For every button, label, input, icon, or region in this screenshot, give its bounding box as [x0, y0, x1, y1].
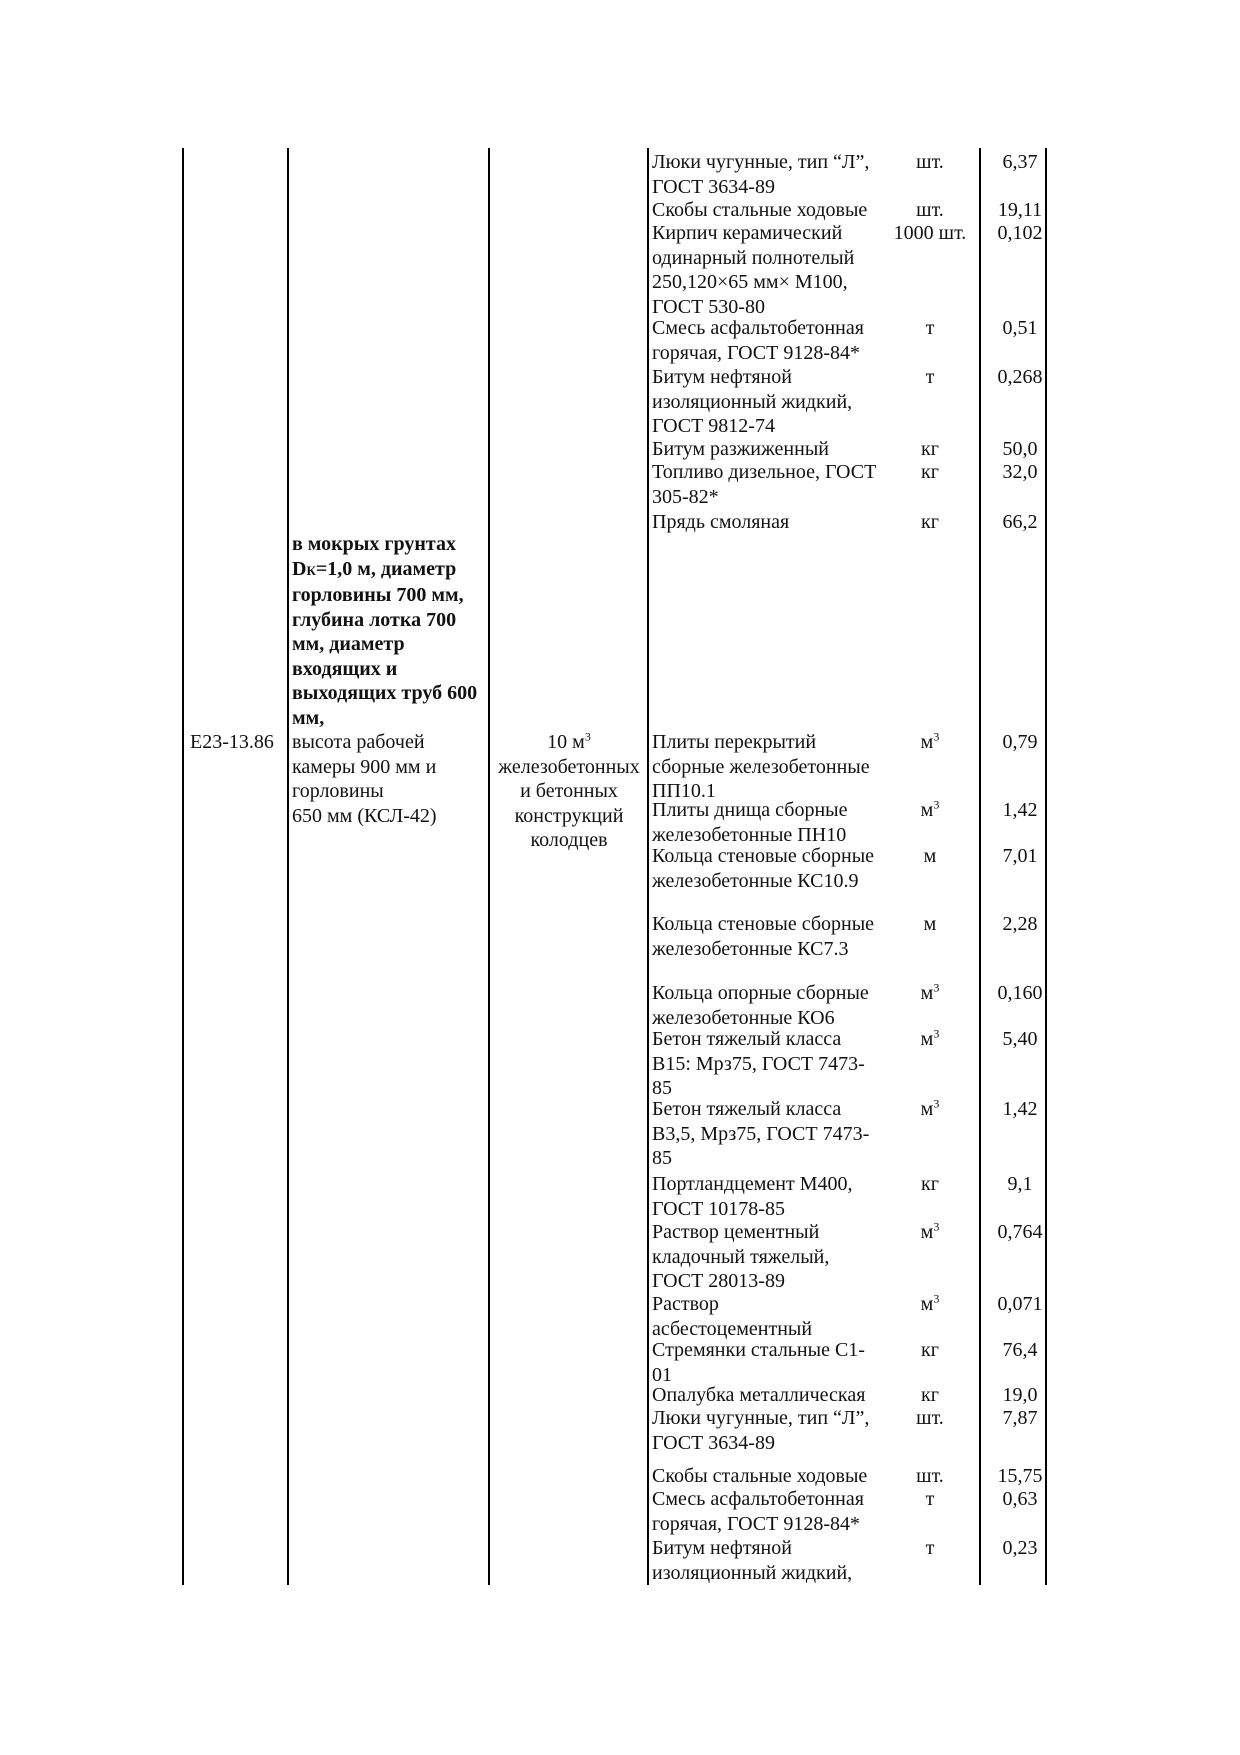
- material-quantity: 0,268: [997, 366, 1043, 388]
- material-quantity: 76,4: [1002, 1339, 1038, 1361]
- material-unit: шт.: [916, 151, 944, 173]
- material-unit: шт.: [916, 1465, 944, 1487]
- table-rule-4: [647, 148, 649, 1585]
- material-unit: $м^3$: [920, 729, 940, 753]
- material-name: Смесь асфальтобетонная горячая, ГОСТ 9128-84*: [652, 1488, 864, 1535]
- material-unit: $м^3$: [920, 1096, 940, 1120]
- material-quantity: 2,28: [1002, 913, 1038, 935]
- material-name: Кирпич керамический одинарный полнотелый 250,120×65 мм× М100, ГОСТ 530-80: [652, 222, 855, 318]
- material-unit: шт.: [916, 199, 944, 221]
- material-quantity: 15,75: [997, 1465, 1043, 1487]
- material-quantity: 5,40: [1002, 1028, 1038, 1050]
- material-name: Скобы стальные ходовые: [652, 1465, 868, 1487]
- material-unit: кг: [921, 511, 939, 533]
- material-name: Раствор асбестоцементный: [652, 1293, 813, 1340]
- material-name: Бетон тяжелый класса В3,5, Мрз75, ГОСТ 7473-85: [652, 1098, 870, 1169]
- material-quantity: 0,764: [997, 1221, 1043, 1243]
- material-unit: кг: [921, 461, 939, 483]
- material-name: Кольца опорные сборные железобетонные КО6: [652, 982, 869, 1029]
- material-quantity: 9,1: [1007, 1173, 1033, 1195]
- material-quantity: 0,51: [1002, 317, 1038, 339]
- material-name: Плиты днища сборные железобетонные ПН10: [652, 799, 848, 846]
- material-name: Портландцемент М400, ГОСТ 10178-85: [652, 1173, 853, 1220]
- material-unit: м: [923, 845, 937, 867]
- material-unit: т: [925, 1488, 935, 1510]
- material-quantity: 0,23: [1002, 1537, 1038, 1559]
- material-quantity: 19,0: [1002, 1384, 1038, 1406]
- material-quantity: 7,87: [1002, 1407, 1038, 1429]
- material-quantity: 0,63: [1002, 1488, 1038, 1510]
- material-name: Прядь смоляная: [652, 511, 790, 533]
- material-quantity: 0,102: [997, 222, 1043, 244]
- material-name: Кольца стеновые сборные железобетонные КС7.3: [652, 913, 875, 960]
- material-name: Раствор цементный кладочный тяжелый, ГОСТ 28013-89: [652, 1221, 830, 1292]
- material-quantity: 32,0: [1002, 461, 1038, 483]
- material-quantity: 0,79: [1002, 731, 1038, 753]
- material-quantity: 1,42: [1002, 1098, 1038, 1120]
- material-unit: шт.: [916, 1407, 944, 1429]
- material-name: Битум разжиженный: [652, 438, 829, 460]
- material-unit: т: [925, 1537, 935, 1559]
- material-name: Битум нефтяной изоляционный жидкий,: [652, 1537, 853, 1584]
- material-unit: кг: [921, 1173, 939, 1195]
- entry-description: высота рабочей камеры 900 мм и горловины 650 мм (КСЛ-42): [292, 731, 437, 827]
- material-name: Люки чугунные, тип “Л”, ГОСТ 3634-89: [652, 1407, 870, 1454]
- material-quantity: 50,0: [1002, 438, 1038, 460]
- material-name: Люки чугунные, тип “Л”, ГОСТ 3634-89: [652, 151, 870, 198]
- material-name: Смесь асфальтобетонная горячая, ГОСТ 9128-84*: [652, 317, 864, 364]
- material-unit: $м^3$: [920, 1219, 940, 1243]
- material-quantity: 19,11: [997, 199, 1043, 221]
- material-name: Скобы стальные ходовые: [652, 199, 868, 221]
- material-quantity: 7,01: [1002, 845, 1038, 867]
- material-unit: $м^3$: [920, 1291, 940, 1315]
- table-rule-3: [488, 148, 490, 1585]
- material-name: Топливо дизельное, ГОСТ 305-82*: [652, 461, 877, 508]
- material-unit: м: [923, 913, 937, 935]
- material-name: Битум нефтяной изоляционный жидкий, ГОСТ 9812-74: [652, 366, 853, 437]
- material-name: Стремянки стальные С1-01: [652, 1339, 865, 1386]
- material-quantity: 0,160: [997, 982, 1043, 1004]
- material-quantity: 0,071: [997, 1293, 1043, 1315]
- material-unit: 1000 шт.: [893, 222, 967, 244]
- material-name: Бетон тяжелый класса В15: Мрз75, ГОСТ 7473-85: [652, 1028, 865, 1099]
- material-unit: $м^3$: [920, 797, 940, 821]
- material-quantity: 1,42: [1002, 799, 1038, 821]
- material-name: Кольца стеновые сборные железобетонные КС10.9: [652, 845, 875, 892]
- material-name: Опалубка металлическая: [652, 1384, 866, 1406]
- material-unit: $м^3$: [920, 1026, 940, 1050]
- material-unit: кг: [921, 438, 939, 460]
- material-quantity: 6,37: [1002, 151, 1038, 173]
- table-rule-1: [182, 148, 184, 1585]
- material-name: Плиты перекрытий сборные железобетонные ПП10.1: [652, 731, 870, 802]
- material-unit: $м^3$: [920, 980, 940, 1004]
- table-rule-2: [287, 148, 289, 1585]
- material-unit: кг: [921, 1339, 939, 1361]
- entry-description-bold: в мокрых грунтах DК=1,0 м, диаметр горловины 700 мм, глубина лотка 700 мм, диаметр входящих и выходящих труб 600 мм,: [292, 533, 478, 729]
- material-unit: кг: [921, 1384, 939, 1406]
- entry-meter: 10 $м^3$ железобетонных и бетонных конструкций колодцев: [498, 729, 640, 851]
- entry-code: Е23-13.86: [190, 731, 274, 753]
- material-unit: т: [925, 317, 935, 339]
- material-quantity: 66,2: [1002, 511, 1038, 533]
- material-unit: т: [925, 366, 935, 388]
